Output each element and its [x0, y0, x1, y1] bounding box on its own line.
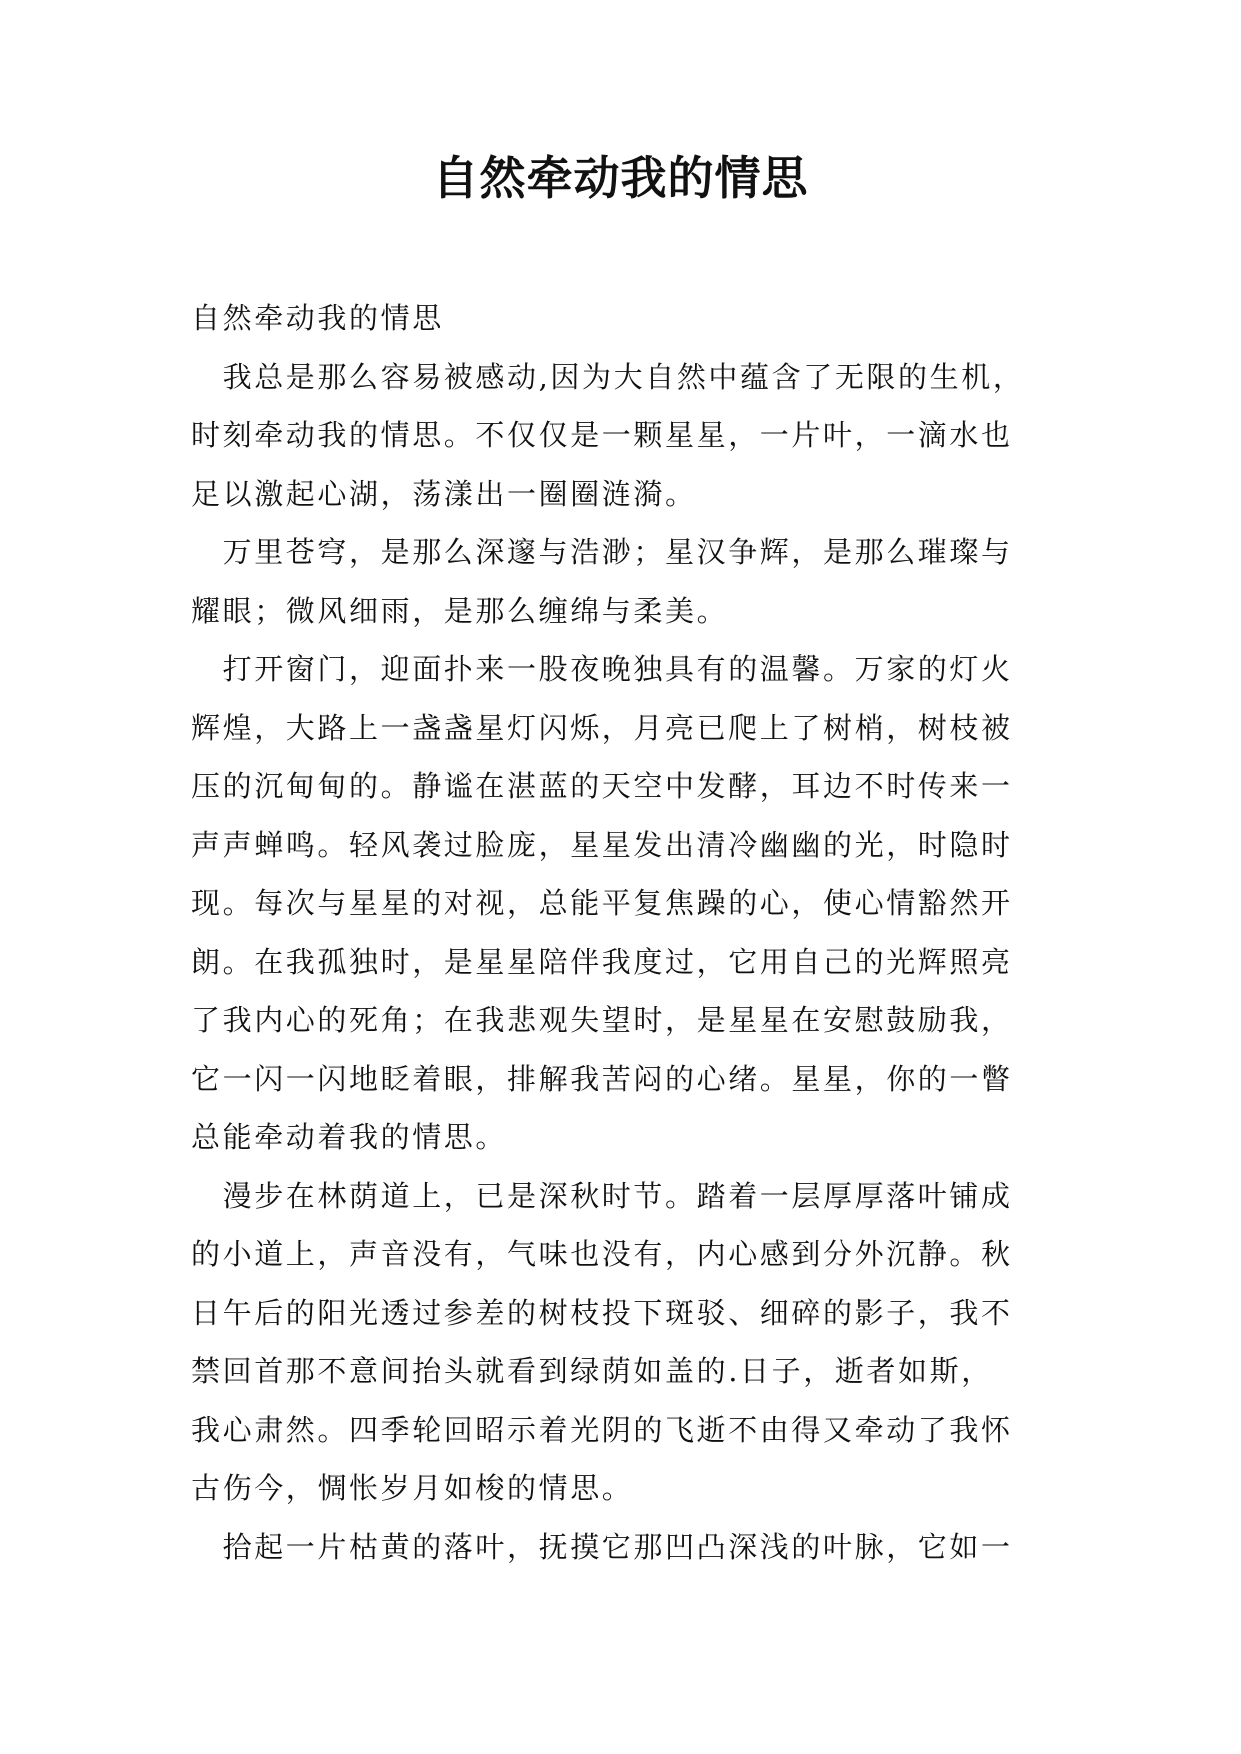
body-line: 拾起一片枯黄的落叶，抚摸它那凹凸深浅的叶脉，它如一	[191, 1529, 1013, 1564]
body-line: 总能牵动着我的情思。	[191, 1120, 508, 1154]
body-line: 万里苍穹，是那么深邃与浩渺；星汉争辉，是那么璀璨与	[191, 535, 1013, 569]
body-line: 的小道上，声音没有，气味也没有，内心感到分外沉静。秋	[191, 1237, 1013, 1271]
body-line: 耀眼；微风细雨，是那么缠绵与柔美。	[191, 593, 729, 628]
body-line: 它一闪一闪地眨着眼，排解我苦闷的心绪。星星，你的一瞥	[191, 1061, 1013, 1096]
body-line: 辉煌，大路上一盏盏星灯闪烁，月亮已爬上了树梢，树枝被	[191, 710, 1013, 745]
body-line: 日午后的阳光透过参差的树枝投下斑驳、细碎的影子，我不	[191, 1295, 1013, 1330]
body-line: 自然牵动我的情思	[191, 301, 444, 335]
body-line: 漫步在林荫道上，已是深秋时节。踏着一层厚厚落叶铺成	[191, 1178, 1013, 1213]
body-line: 现。每次与星星的对视，总能平复焦躁的心，使心情豁然开	[191, 886, 1013, 920]
body-line: 打开窗门，迎面扑来一股夜晚独具有的温馨。万家的灯火	[191, 652, 1013, 686]
body-line: 压的沉甸甸的。静谧在湛蓝的天空中发酵，耳边不时传来一	[191, 769, 1013, 803]
body-line: 了我内心的死角；在我悲观失望时，是星星在安慰鼓励我，	[191, 1003, 1013, 1037]
body-line: 禁回首那不意间抬头就看到绿荫如盖的.日子，逝者如斯，	[191, 1354, 993, 1388]
document-body	[191, 289, 1061, 1576]
body-line: 时刻牵动我的情思。不仅仅是一颗星星，一片叶，一滴水也	[191, 418, 1013, 452]
document-title: 自然牵动我的情思	[432, 151, 809, 205]
body-line: 声声蝉鸣。轻风袭过脸庞，星星发出清冷幽幽的光，时隐时	[191, 827, 1013, 862]
body-line: 朗。在我孤独时，是星星陪伴我度过，它用自己的光辉照亮	[191, 944, 1013, 979]
body-line: 足以激起心湖，荡漾出一圈圈涟漪。	[191, 476, 697, 511]
body-line: 我总是那么容易被感动,因为大自然中蕴含了无限的生机，	[191, 359, 1025, 394]
body-line: 我心肃然。四季轮回昭示着光阴的飞逝不由得又牵动了我怀	[191, 1412, 1013, 1447]
body-line: 古伤今，惆怅岁月如梭的情思。	[191, 1471, 634, 1505]
